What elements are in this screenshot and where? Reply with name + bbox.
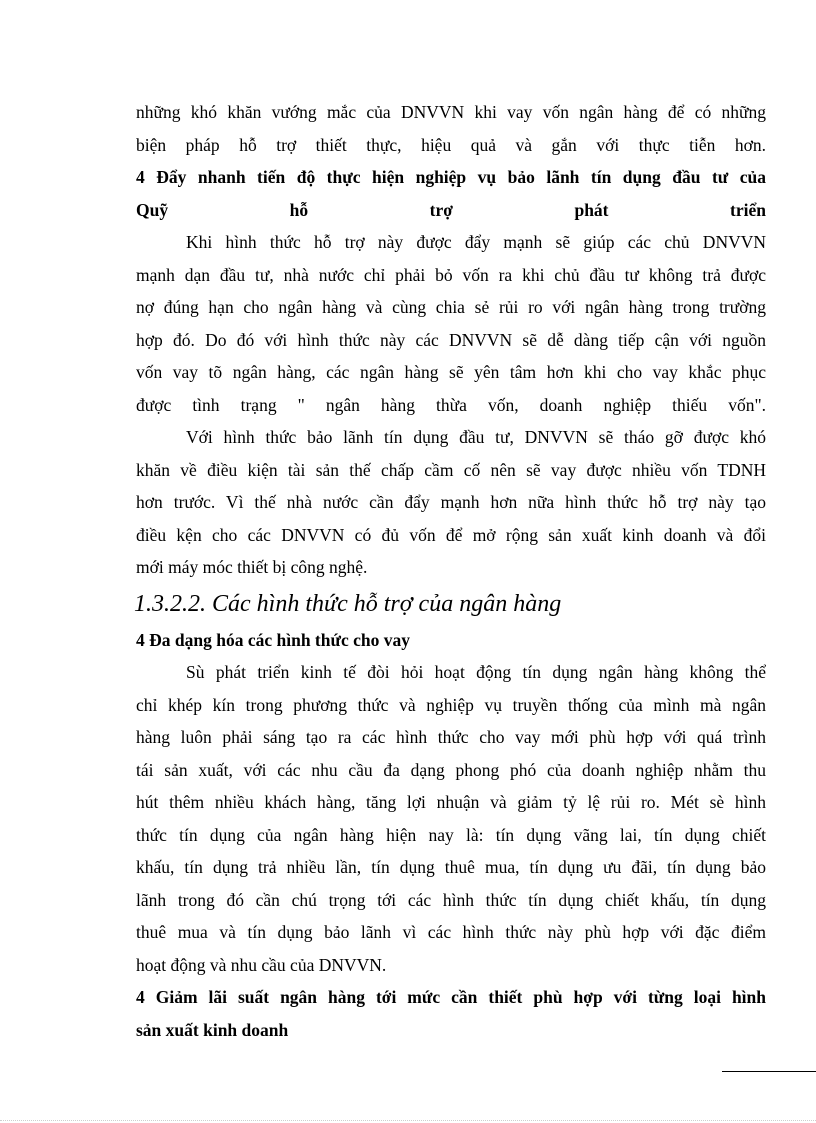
text-line: điều kện cho các DNVVN có đủ vốn để mở rộng sản xuất kinh doanh và đổi [136, 524, 766, 545]
text-line: Sù phát triển kinh tế đòi hỏi hoạt động tín dụng ngân hàng không thể [186, 662, 766, 682]
bullet-heading-diversify [136, 624, 766, 657]
footer-rule [722, 1071, 816, 1072]
bullet-line [136, 981, 766, 1014]
paragraph-guarantee-benefits [136, 226, 766, 421]
text-line: thuê mua và tín dụng bảo lãnh vì các hình thức này phù hợp với đặc điểm [136, 922, 766, 942]
text-line: được tình trạng " ngân hàng thừa vốn, doanh nghiệp thiếu vốn". [136, 394, 766, 415]
bullet-text: Giảm lãi suất ngân hàng tới mức cần thiết phù hợp với từng loại hình [155, 987, 767, 1007]
document-page [136, 96, 766, 1046]
bullet-line-continued: sản xuất kinh doanh [136, 1019, 289, 1040]
text-line: những khó khăn vướng mắc của DNVVN khi vay vốn ngân hàng để có những [136, 102, 766, 122]
bullet-marker: 4 [136, 629, 145, 650]
text-line: Khi hình thức hỗ trợ này được đẩy mạnh sẽ giúp các chủ DNVVN [186, 232, 766, 252]
text-line: Với hình thức bảo lãnh tín dụng đầu tư, DNVVN sẽ tháo gỡ được khó [186, 427, 766, 447]
bullet-heading-interest-rate [136, 981, 766, 1046]
bullet-heading-guarantee [136, 161, 766, 226]
text-line: mạnh dạn đầu tư, nhà nước chỉ phải bỏ vốn ra khi chủ đầu tư không trả được [136, 264, 766, 285]
bullet-line [136, 161, 766, 194]
text-line: biện pháp hỗ trợ thiết thực, hiệu quả và gắn với thực tiễn hơn. [136, 134, 766, 155]
bullet-marker: 4 [136, 987, 145, 1007]
text-line: khấu, tín dụng trả nhiều lần, tín dụng thuê mua, tín dụng ưu đãi, tín dụng bảo [136, 857, 766, 877]
text-line: hơn trước. Vì thế nhà nước cần đẩy mạnh hơn nữa hình thức hỗ trợ này tạo [136, 492, 766, 512]
text-line: tái sản xuất, với các nhu cầu đa dạng phong phó của doanh nghiệp nhằm thu [136, 759, 766, 780]
section-heading: 1.3.2.2. Các hình thức hỗ trợ của ngân hàng [134, 590, 562, 617]
text-line: hút thêm nhiều khách hàng, tăng lợi nhuận và giảm tỷ lệ rủi ro. Mét sè hình [136, 792, 766, 812]
text-line: nợ đúng hạn cho ngân hàng và cùng chia sẻ rủi ro với ngân hàng trong trường [136, 297, 766, 317]
paragraph-lending-forms [136, 656, 766, 981]
text-line: lãnh trong đó cần chú trọng tới các hình thức tín dụng chiết khấu, tín dụng [136, 889, 766, 910]
bullet-marker: 4 [136, 167, 145, 187]
paragraph-guarantee-conclusion [136, 421, 766, 584]
text-line: hàng luôn phải sáng tạo ra các hình thức cho vay mới phù hợp với quá trình [136, 727, 766, 747]
text-line: thức tín dụng của ngân hàng hiện nay là: tín dụng vãng lai, tín dụng chiết [136, 824, 766, 845]
text-line: mới máy móc thiết bị công nghệ. [136, 557, 368, 577]
bullet-text: Đẩy nhanh tiến độ thực hiện nghiệp vụ bảo lãnh tín dụng đầu tư của [156, 167, 767, 187]
text-line: vốn vay tõ ngân hàng, các ngân hàng sẽ yên tâm hơn khi cho vay khắc phục [136, 362, 766, 382]
text-line: chỉ khép kín trong phương thức và nghiệp vụ truyền thống của mình mà ngân [136, 694, 766, 715]
page-edge-divider [0, 1120, 816, 1121]
text-line: hợp đó. Do đó với hình thức này các DNVVN sẽ dễ dàng tiếp cận với nguồn [136, 329, 766, 350]
bullet-line-continued: Quỹ hỗ trợ phát triển [136, 199, 766, 220]
text-line: hoạt động và nhu cầu của DNVVN. [136, 954, 387, 975]
text-line: khăn về điều kiện tài sản thế chấp cầm cố nên sẽ vay được nhiều vốn TDNH [136, 459, 766, 480]
paragraph-continuation [136, 96, 766, 161]
bullet-text: Đa dạng hóa các hình thức cho vay [149, 629, 411, 650]
